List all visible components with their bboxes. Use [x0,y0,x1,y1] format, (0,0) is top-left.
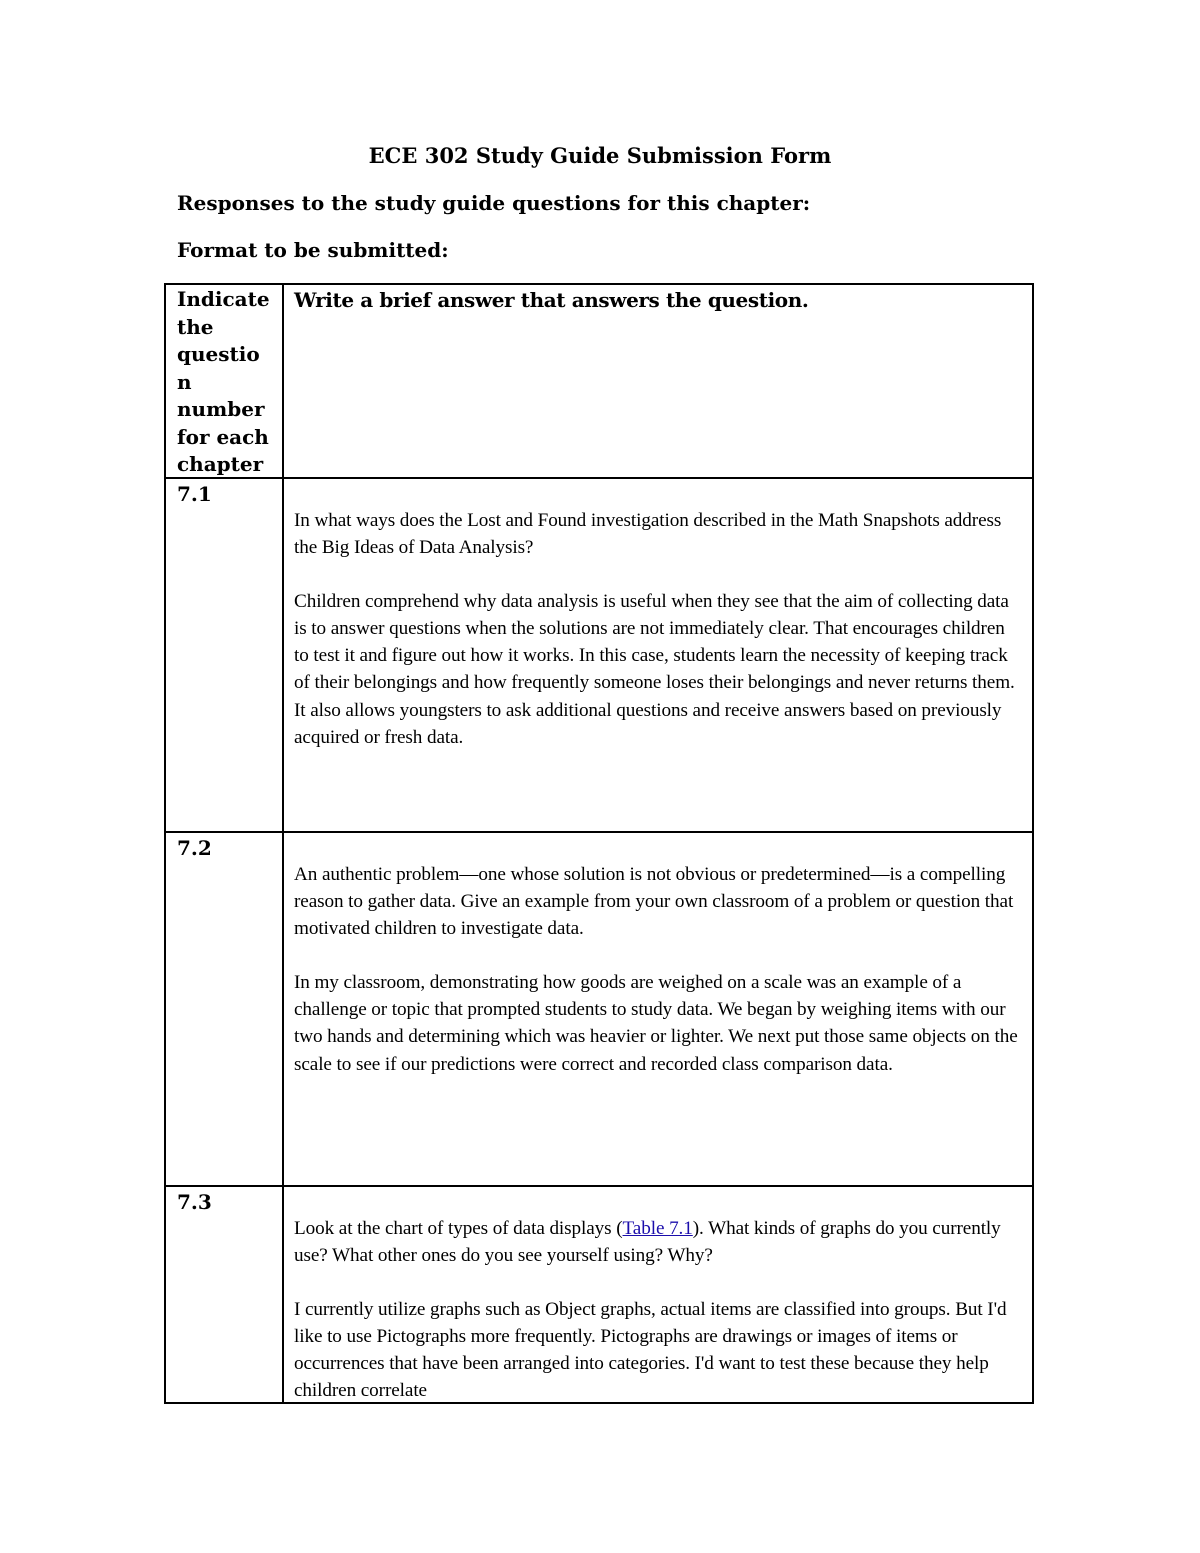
answer-text: I currently utilize graphs such as Object graphs, actual items are classified into groups. But I'd like to use Pictographs more frequently. Pictographs are drawings or images of items or occurrences that have been arranged into categories. I'd want to test these because they help children correlate [294,1299,1007,1402]
question-text: An authentic problem—one whose solution is not obvious or predetermined—is a compelling reason to gather data. Give an example from your own classroom of a problem or question that motivated children to investigate data. [294,864,1014,940]
row-divider [166,831,1032,833]
question-text-part: ). What kinds of graphs do you currently use? What other ones do you see yourself using? Why? [294,1218,1001,1267]
subheading-format: Format to be submitted: [177,238,449,262]
question-text [294,1215,1024,1269]
header-question-number: Indicate the questio n number for each chapter [177,287,270,476]
column-divider [282,285,284,1402]
question-number: 7.1 [177,482,212,506]
question-text: In what ways does the Lost and Found investigation described in the Math Snapshots address the Big Ideas of Data Analysis? [294,510,1002,559]
table-7-1-link[interactable]: Table 7.1 [622,1218,693,1239]
question-answer-cell [294,1215,1024,1404]
question-answer-cell [294,507,1024,778]
submission-table [164,283,1034,1404]
question-number: 7.3 [177,1190,212,1214]
row-divider [166,477,1032,479]
page-title: ECE 302 Study Guide Submission Form [368,143,832,168]
header-answer: Write a brief answer that answers the question. [294,288,809,312]
subheading-responses: Responses to the study guide questions for this chapter: [177,191,811,215]
answer-text: Children comprehend why data analysis is useful when they see that the aim of collecting data is to answer questions when the solutions are not immediately clear. That encourages children to test it and figure out how it works. In this case, students learn the necessity of keeping track of their belongings and how frequently someone loses their belongings and never returns them. It also allows youngsters to ask additional questions and receive answers based on previously acquired or fresh data. [294,591,1015,748]
question-text-part: Look at the chart of types of data displays ( [294,1218,623,1239]
question-answer-cell [294,861,1024,1105]
answer-text: In my classroom, demonstrating how goods are weighed on a scale was an example of a challenge or topic that prompted students to study data. We began by weighing items with our two hands and determining which was heavier or lighter. We next put those same objects on the scale to see if our predictions were correct and recorded class comparison data. [294,972,1018,1075]
row-divider [166,1185,1032,1187]
question-number: 7.2 [177,836,212,860]
